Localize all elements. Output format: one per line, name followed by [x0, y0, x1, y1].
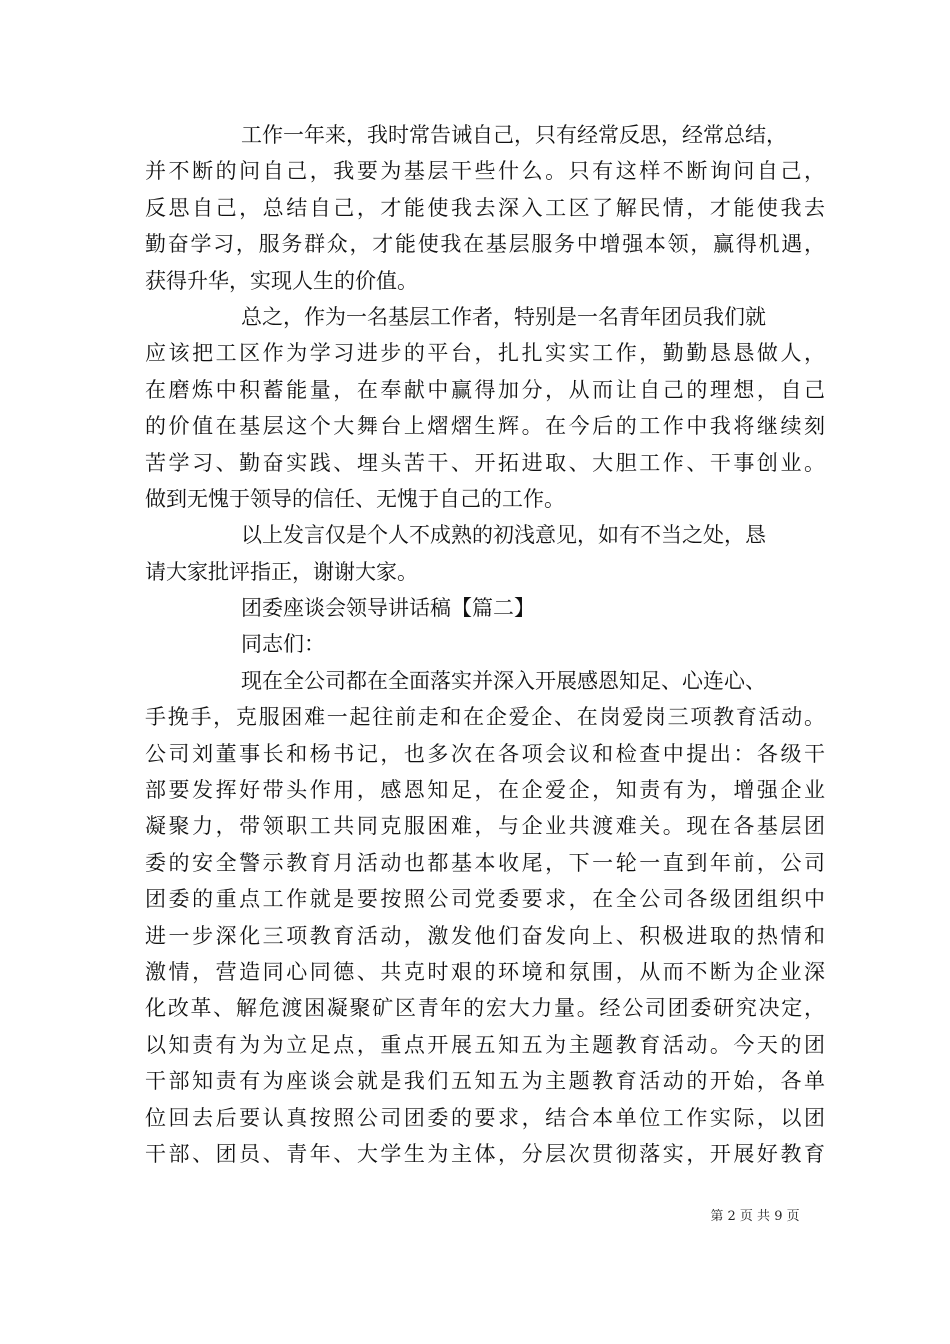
document-body: [145, 117, 825, 1172]
salutation: [145, 626, 825, 662]
text-line: 并不断的问自己，我要为基层干些什么。只有这样不断询问自己，: [145, 159, 825, 184]
paragraph-closing: [145, 517, 825, 590]
paragraph-speech: [145, 663, 825, 1172]
text-line: 干部、团员、青年、大学生为主体，分层次贯彻落实，开展好教育: [145, 1141, 825, 1166]
section-heading: [145, 590, 825, 626]
text-line: 以知责有为为立足点，重点开展五知五为主题教育活动。今天的团: [145, 1032, 825, 1057]
text-line: 以上发言仅是个人不成熟的初浅意见，如有不当之处，恳: [241, 523, 766, 548]
text-line: 进一步深化三项教育活动，激发他们奋发向上、积极进取的热情和: [145, 923, 825, 948]
text-line: 现在全公司都在全面落实并深入开展感恩知足、心连心、: [241, 668, 766, 693]
salutation-line: 同志们：: [241, 632, 325, 657]
text-line: 激情，营造同心同德、共克时艰的环境和氛围，从而不断为企业深: [145, 959, 825, 984]
text-line: 位回去后要认真按照公司团委的要求，结合本单位工作实际，以团: [145, 1105, 825, 1130]
text-line: 应该把工区作为学习进步的平台，扎扎实实工作，勤勤恳恳做人，: [145, 341, 825, 366]
text-line: 在磨炼中积蓄能量，在奉献中赢得加分，从而让自己的理想，自己: [145, 377, 825, 402]
paragraph-reflection: [145, 117, 825, 299]
text-line: 的价值在基层这个大舞台上熠熠生辉。在今后的工作中我将继续刻: [145, 414, 825, 439]
paragraph-conclusion: [145, 299, 825, 517]
text-line: 公司刘董事长和杨书记，也多次在各项会议和检查中提出：各级干: [145, 741, 825, 766]
text-line: 凝聚力，带领职工共同克服困难，与企业共渡难关。现在各基层团: [145, 814, 825, 839]
page-number-footer: 第 2 页 共 9 页: [710, 1209, 800, 1224]
text-line: 总之，作为一名基层工作者，特别是一名青年团员我们就: [241, 304, 766, 329]
text-line: 手挽手，克服困难一起往前走和在企爱企、在岗爱岗三项教育活动。: [145, 705, 825, 730]
text-line: 部要发挥好带头作用，感恩知足，在企爱企，知责有为，增强企业: [145, 778, 825, 803]
text-line: 委的安全警示教育月活动也都基本收尾，下一轮一直到年前，公司: [145, 850, 825, 875]
text-line: 工作一年来，我时常告诫自己，只有经常反思，经常总结，: [241, 123, 787, 147]
text-line: 反思自己，总结自己，才能使我去深入工区了解民情，才能使我去: [145, 195, 825, 220]
text-line: 获得升华，实现人生的价值。: [145, 268, 418, 293]
text-line: 苦学习、勤奋实践、埋头苦干、开拓进取、大胆工作、干事创业。: [145, 450, 825, 475]
text-line: 化改革、解危渡困凝聚矿区青年的宏大力量。经公司团委研究决定，: [145, 996, 825, 1021]
text-line: 勤奋学习，服务群众，才能使我在基层服务中增强本领，赢得机遇，: [145, 232, 825, 257]
text-line: 团委的重点工作就是要按照公司党委要求，在全公司各级团组织中: [145, 887, 825, 912]
text-line: 做到无愧于领导的信任、无愧于自己的工作。: [145, 486, 565, 511]
text-line: 请大家批评指正，谢谢大家。: [145, 559, 418, 584]
heading-line: 团委座谈会领导讲话稿【篇二】: [241, 596, 535, 621]
text-line: 干部知责有为座谈会就是我们五知五为主题教育活动的开始，各单: [145, 1069, 825, 1094]
